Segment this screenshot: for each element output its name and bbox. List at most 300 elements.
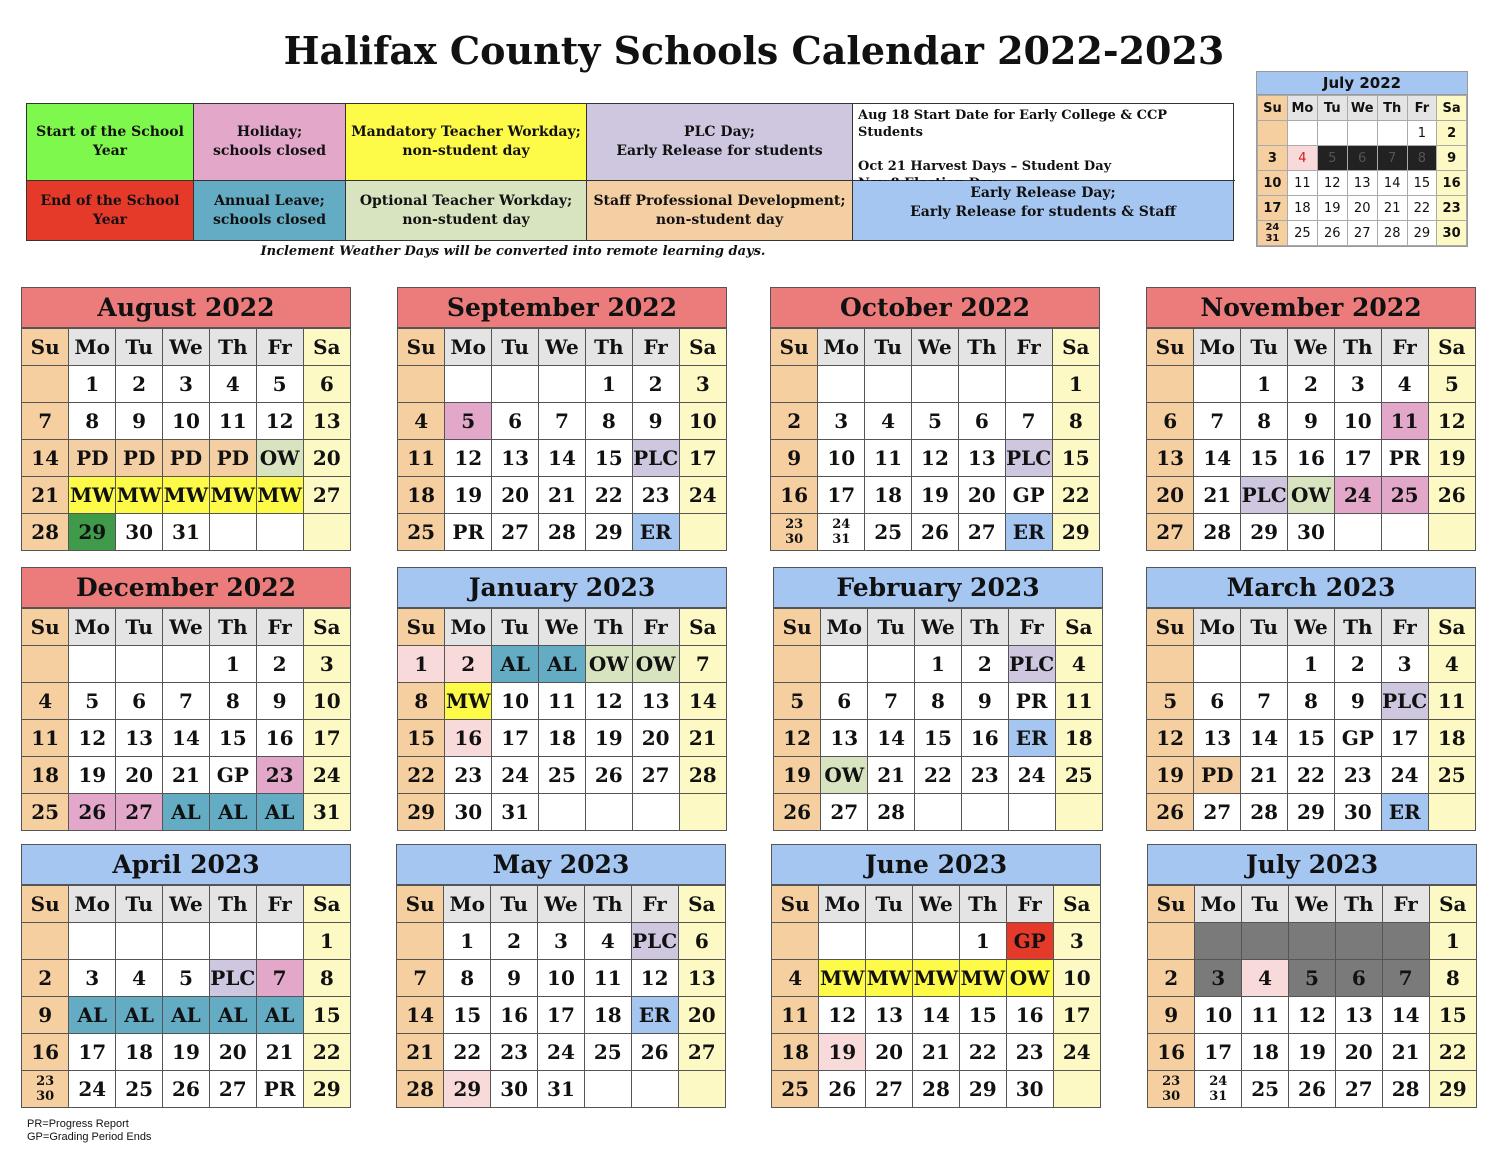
note-early-college: Aug 18 Start Date for Early College & CCP Students	[858, 108, 1168, 140]
day-cell: 13	[116, 720, 163, 757]
day-cell: AL	[539, 646, 586, 683]
day-cell: 24	[1381, 757, 1428, 794]
day-cell: 30	[445, 794, 492, 831]
legend-end: End of the School Year	[27, 181, 194, 240]
day-cell: 5	[1289, 960, 1336, 997]
day-cell: 21	[913, 1034, 960, 1071]
day-cell: 27	[1147, 514, 1194, 551]
day-header-mo: Mo	[69, 329, 116, 366]
day-cell: 27	[492, 514, 539, 551]
month-grid	[398, 608, 726, 830]
mini-day-cell: 24 31	[1258, 221, 1288, 246]
day-cell: 7	[163, 683, 210, 720]
day-cell	[116, 923, 163, 960]
mini-day-cell: 8	[1407, 146, 1437, 171]
day-cell: 1	[959, 923, 1006, 960]
day-cell	[256, 923, 303, 960]
day-header-th: Th	[961, 609, 1008, 646]
day-cell	[912, 366, 959, 403]
day-cell: 17	[303, 720, 350, 757]
day-cell: 25	[22, 794, 69, 831]
day-cell: 18	[116, 1034, 163, 1071]
day-cell: 9	[22, 997, 69, 1034]
day-cell: 11	[865, 440, 912, 477]
day-cell: 2	[1334, 646, 1381, 683]
day-cell	[866, 923, 913, 960]
day-cell: 26	[774, 794, 821, 831]
day-cell: 6	[1194, 683, 1241, 720]
day-header-fr: Fr	[256, 886, 303, 923]
day-cell	[1334, 514, 1381, 551]
day-cell: 8	[1288, 683, 1335, 720]
mini-day-cell: 28	[1377, 221, 1407, 246]
day-cell: MW	[445, 683, 492, 720]
day-cell: 14	[913, 997, 960, 1034]
day-cell: 23	[1006, 1034, 1053, 1071]
day-header-su: Su	[397, 886, 444, 923]
day-cell: 31	[163, 514, 210, 551]
day-cell	[821, 646, 868, 683]
day-cell: 12	[1289, 997, 1336, 1034]
day-cell	[1382, 923, 1429, 960]
day-cell: 12	[631, 960, 678, 997]
day-header-fr: Fr	[632, 609, 679, 646]
day-cell: 12	[445, 440, 492, 477]
day-cell: 18	[1055, 720, 1102, 757]
day-cell: 2	[116, 366, 163, 403]
day-cell: PLC	[1008, 646, 1055, 683]
day-cell: PD	[163, 440, 210, 477]
day-header-tu: Tu	[865, 329, 912, 366]
mini-day-cell: 18	[1287, 196, 1317, 221]
day-cell: 14	[1382, 997, 1429, 1034]
day-cell: 26	[585, 757, 632, 794]
day-cell: 20	[958, 477, 1005, 514]
day-cell: MW	[256, 477, 303, 514]
day-cell: 16	[1288, 440, 1335, 477]
month-calendar	[21, 844, 351, 1108]
day-cell: 26	[1428, 477, 1475, 514]
day-cell: 3	[1334, 366, 1381, 403]
mini-day-cell: 3	[1258, 146, 1288, 171]
mini-calendar-july-2022	[1256, 71, 1468, 247]
day-cell: 2	[256, 646, 303, 683]
day-header-sa: Sa	[678, 886, 725, 923]
day-cell: PR	[1008, 683, 1055, 720]
day-cell	[1147, 366, 1194, 403]
day-cell: 28	[1382, 1071, 1429, 1108]
day-cell: 25	[116, 1071, 163, 1108]
day-cell	[1005, 366, 1052, 403]
day-cell: 19	[163, 1034, 210, 1071]
day-cell	[1289, 923, 1336, 960]
day-cell: 10	[818, 440, 865, 477]
day-cell: ER	[1008, 720, 1055, 757]
day-cell: 6	[821, 683, 868, 720]
day-header-su: Su	[22, 609, 69, 646]
day-cell	[913, 923, 960, 960]
day-cell: 3	[818, 403, 865, 440]
day-cell: 9	[771, 440, 818, 477]
day-header-th: Th	[959, 886, 1006, 923]
mini-header-th: Th	[1377, 96, 1407, 121]
day-cell: 11	[1381, 403, 1428, 440]
day-header-th: Th	[209, 609, 256, 646]
day-cell: 25	[772, 1071, 819, 1108]
mini-day-cell: 29	[1407, 221, 1437, 246]
day-cell: 28	[679, 757, 726, 794]
day-cell: 13	[632, 683, 679, 720]
day-cell: 11	[398, 440, 445, 477]
day-cell: 21	[256, 1034, 303, 1071]
day-cell: 29	[1288, 794, 1335, 831]
day-cell: MW	[819, 960, 866, 997]
day-header-tu: Tu	[492, 609, 539, 646]
day-cell: 3	[538, 923, 585, 960]
day-cell: 14	[539, 440, 586, 477]
day-cell	[1195, 923, 1242, 960]
day-cell: 28	[1194, 514, 1241, 551]
day-header-fr: Fr	[1381, 609, 1428, 646]
day-cell: 22	[959, 1034, 1006, 1071]
day-cell: 31	[303, 794, 350, 831]
day-cell: 1	[209, 646, 256, 683]
day-cell: 29	[69, 514, 116, 551]
day-cell: 17	[538, 997, 585, 1034]
day-cell: 2	[491, 923, 538, 960]
day-cell: 9	[256, 683, 303, 720]
day-cell: 31	[538, 1071, 585, 1108]
day-cell: MW	[209, 477, 256, 514]
day-cell	[69, 646, 116, 683]
day-cell: MW	[866, 960, 913, 997]
day-cell: 27	[866, 1071, 913, 1108]
day-cell: 19	[69, 757, 116, 794]
day-cell: 6	[1147, 403, 1194, 440]
mini-header-tu: Tu	[1317, 96, 1347, 121]
day-cell: 22	[1052, 477, 1099, 514]
day-cell	[445, 366, 492, 403]
day-header-mo: Mo	[69, 886, 116, 923]
day-header-we: We	[538, 886, 585, 923]
day-header-we: We	[915, 609, 962, 646]
day-cell: 25	[1428, 757, 1475, 794]
day-cell	[679, 514, 726, 551]
day-cell: 9	[1148, 997, 1195, 1034]
day-header-su: Su	[22, 886, 69, 923]
day-cell: 9	[1334, 683, 1381, 720]
day-header-su: Su	[398, 329, 445, 366]
day-cell: 26	[912, 514, 959, 551]
day-cell	[819, 923, 866, 960]
day-header-su: Su	[771, 329, 818, 366]
legend-annual: Annual Leave; schools closed	[194, 181, 346, 240]
day-cell: AL	[69, 997, 116, 1034]
day-cell: AL	[256, 997, 303, 1034]
day-cell: 1	[1429, 923, 1476, 960]
day-cell: 18	[772, 1034, 819, 1071]
day-cell: 1	[444, 923, 491, 960]
day-cell	[22, 923, 69, 960]
day-header-mo: Mo	[445, 609, 492, 646]
day-cell	[116, 646, 163, 683]
day-header-sa: Sa	[1052, 329, 1099, 366]
day-cell: 23	[1334, 757, 1381, 794]
day-cell: ER	[631, 997, 678, 1034]
day-cell	[22, 366, 69, 403]
day-header-mo: Mo	[1195, 886, 1242, 923]
day-cell: PLC	[632, 440, 679, 477]
day-cell: 10	[679, 403, 726, 440]
day-cell: 27	[632, 757, 679, 794]
day-cell: 13	[821, 720, 868, 757]
day-cell: 26	[1289, 1071, 1336, 1108]
day-cell: 5	[445, 403, 492, 440]
day-cell: 30	[1006, 1071, 1053, 1108]
day-cell: 6	[303, 366, 350, 403]
month-grid	[22, 885, 350, 1107]
footer-gp: GP=Grading Period Ends	[27, 1131, 152, 1143]
day-header-sa: Sa	[303, 329, 350, 366]
day-header-su: Su	[398, 609, 445, 646]
day-cell: 28	[1241, 794, 1288, 831]
day-cell	[1335, 923, 1382, 960]
footer-key	[27, 1118, 151, 1144]
day-cell: PD	[69, 440, 116, 477]
day-cell: 3	[679, 366, 726, 403]
day-header-tu: Tu	[868, 609, 915, 646]
day-cell: 24 31	[818, 514, 865, 551]
day-cell: 13	[866, 997, 913, 1034]
day-cell: GP	[1006, 923, 1053, 960]
day-cell: 3	[1053, 923, 1100, 960]
day-cell: 19	[912, 477, 959, 514]
legend-notes	[853, 104, 1235, 181]
day-header-mo: Mo	[821, 609, 868, 646]
month-calendar	[1146, 287, 1476, 551]
day-cell: 17	[1053, 997, 1100, 1034]
month-grid	[772, 885, 1100, 1107]
day-header-fr: Fr	[1381, 329, 1428, 366]
day-cell: 28	[913, 1071, 960, 1108]
day-cell: 4	[398, 403, 445, 440]
day-cell	[1008, 794, 1055, 831]
day-cell: 6	[116, 683, 163, 720]
day-cell: 16	[22, 1034, 69, 1071]
day-cell: 2	[961, 646, 1008, 683]
day-cell: 9	[491, 960, 538, 997]
day-header-sa: Sa	[303, 609, 350, 646]
day-cell: 17	[1381, 720, 1428, 757]
day-header-we: We	[539, 609, 586, 646]
day-header-th: Th	[585, 609, 632, 646]
day-cell: 29	[585, 514, 632, 551]
month-title: February 2023	[774, 568, 1102, 608]
day-cell: 5	[69, 683, 116, 720]
day-cell: 13	[1147, 440, 1194, 477]
day-cell: 4	[22, 683, 69, 720]
day-cell: 4	[865, 403, 912, 440]
legend-holiday: Holiday; schools closed	[194, 104, 346, 181]
legend-start: Start of the School Year	[27, 104, 194, 181]
day-cell: 29	[959, 1071, 1006, 1108]
day-cell	[209, 514, 256, 551]
day-cell: 22	[585, 477, 632, 514]
day-cell: 21	[539, 477, 586, 514]
day-cell: 26	[819, 1071, 866, 1108]
day-cell: 16	[961, 720, 1008, 757]
day-cell: 24	[538, 1034, 585, 1071]
day-cell: 5	[1147, 683, 1194, 720]
day-cell: 24	[679, 477, 726, 514]
day-cell: 21	[1382, 1034, 1429, 1071]
inclement-note: Inclement Weather Days will be converted into remote learning days.	[260, 244, 766, 259]
day-header-sa: Sa	[1428, 329, 1475, 366]
day-cell: 11	[772, 997, 819, 1034]
day-cell: 16	[1148, 1034, 1195, 1071]
mini-day-cell: 22	[1407, 196, 1437, 221]
day-header-tu: Tu	[1241, 609, 1288, 646]
month-title: April 2023	[22, 845, 350, 885]
mini-day-cell: 16	[1437, 171, 1467, 196]
mini-header-mo: Mo	[1287, 96, 1317, 121]
day-cell: 21	[163, 757, 210, 794]
day-cell: OW	[821, 757, 868, 794]
day-cell	[868, 646, 915, 683]
day-cell: 24	[1008, 757, 1055, 794]
day-cell: MW	[913, 960, 960, 997]
day-header-th: Th	[958, 329, 1005, 366]
day-cell: 7	[256, 960, 303, 997]
day-header-su: Su	[22, 329, 69, 366]
month-title: May 2023	[397, 845, 725, 885]
day-cell: 18	[22, 757, 69, 794]
day-cell: 14	[397, 997, 444, 1034]
day-cell: MW	[69, 477, 116, 514]
day-cell	[584, 1071, 631, 1108]
day-cell: ER	[1381, 794, 1428, 831]
day-cell: 14	[868, 720, 915, 757]
day-header-mo: Mo	[1194, 329, 1241, 366]
day-cell: 4	[209, 366, 256, 403]
day-cell: 2	[1288, 366, 1335, 403]
day-cell: 20	[116, 757, 163, 794]
day-cell: 7	[1382, 960, 1429, 997]
day-cell: PR	[445, 514, 492, 551]
day-cell: AL	[116, 997, 163, 1034]
day-header-we: We	[913, 886, 960, 923]
day-cell: 10	[163, 403, 210, 440]
day-cell: 11	[1428, 683, 1475, 720]
month-calendar	[397, 287, 727, 551]
day-cell: 28	[22, 514, 69, 551]
day-cell: 14	[1241, 720, 1288, 757]
day-cell: 4	[1242, 960, 1289, 997]
day-header-tu: Tu	[116, 609, 163, 646]
mini-day-cell: 1	[1407, 121, 1437, 146]
day-cell: 31	[492, 794, 539, 831]
day-cell	[958, 366, 1005, 403]
day-cell: 15	[915, 720, 962, 757]
day-cell: PLC	[209, 960, 256, 997]
day-header-sa: Sa	[1429, 886, 1476, 923]
day-cell: 12	[819, 997, 866, 1034]
day-cell: PD	[209, 440, 256, 477]
day-cell: 5	[256, 366, 303, 403]
day-cell: 21	[1241, 757, 1288, 794]
mini-day-cell	[1258, 121, 1288, 146]
day-header-th: Th	[1334, 329, 1381, 366]
day-cell: OW	[585, 646, 632, 683]
day-cell: 3	[1195, 960, 1242, 997]
day-cell: MW	[116, 477, 163, 514]
day-header-th: Th	[584, 886, 631, 923]
day-cell: 20	[632, 720, 679, 757]
day-cell: AL	[209, 997, 256, 1034]
day-header-th: Th	[1335, 886, 1382, 923]
day-cell: 19	[585, 720, 632, 757]
mini-day-cell: 13	[1347, 171, 1377, 196]
month-calendar	[21, 567, 351, 831]
day-cell: 3	[1381, 646, 1428, 683]
day-cell: 17	[1334, 440, 1381, 477]
day-cell: 3	[69, 960, 116, 997]
day-header-tu: Tu	[116, 886, 163, 923]
day-cell: 16	[256, 720, 303, 757]
day-cell: 20	[1335, 1034, 1382, 1071]
day-cell: 6	[678, 923, 725, 960]
day-cell: 4	[116, 960, 163, 997]
day-cell	[679, 794, 726, 831]
day-cell: OW	[1288, 477, 1335, 514]
day-cell: 22	[444, 1034, 491, 1071]
day-cell: 9	[961, 683, 1008, 720]
day-header-tu: Tu	[1242, 886, 1289, 923]
day-cell: 30	[116, 514, 163, 551]
day-cell	[818, 366, 865, 403]
day-cell: 1	[915, 646, 962, 683]
day-cell: 24	[1053, 1034, 1100, 1071]
month-grid	[1147, 328, 1475, 550]
day-cell: 21	[679, 720, 726, 757]
day-cell: 7	[539, 403, 586, 440]
day-cell	[1381, 514, 1428, 551]
mini-day-cell: 6	[1347, 146, 1377, 171]
day-cell: AL	[256, 794, 303, 831]
day-cell: 10	[538, 960, 585, 997]
day-header-sa: Sa	[679, 329, 726, 366]
day-cell: 5	[1428, 366, 1475, 403]
day-header-su: Su	[1147, 329, 1194, 366]
day-cell: 29	[303, 1071, 350, 1108]
day-cell: 19	[1428, 440, 1475, 477]
day-cell: ER	[632, 514, 679, 551]
day-cell: PLC	[1005, 440, 1052, 477]
legend-early-release: Early Release Day; Early Release for students & Staff	[853, 181, 1233, 240]
day-cell: 8	[69, 403, 116, 440]
day-header-sa: Sa	[1428, 609, 1475, 646]
month-grid	[22, 608, 350, 830]
day-cell	[1242, 923, 1289, 960]
day-header-we: We	[1288, 609, 1335, 646]
day-cell	[585, 794, 632, 831]
mini-day-cell: 21	[1377, 196, 1407, 221]
day-cell: 1	[585, 366, 632, 403]
mini-calendar-title: July 2022	[1257, 72, 1467, 95]
day-cell: 2	[1148, 960, 1195, 997]
day-cell	[398, 366, 445, 403]
day-cell	[1148, 923, 1195, 960]
